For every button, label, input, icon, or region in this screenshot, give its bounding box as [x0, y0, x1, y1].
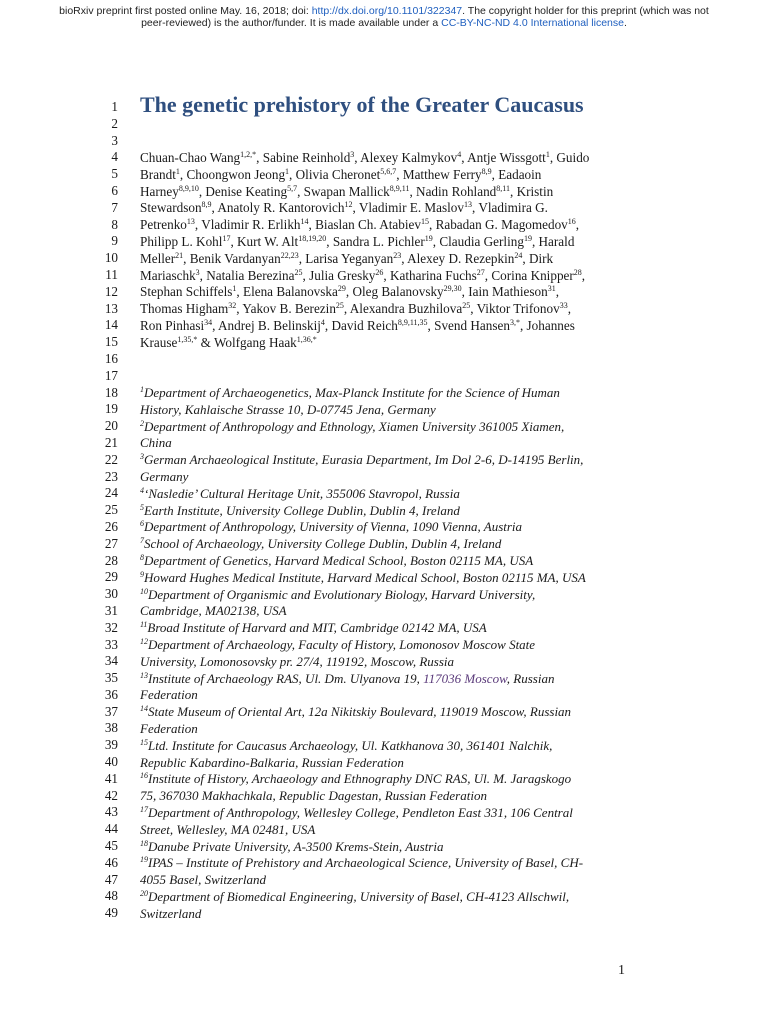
text-segment: , Svend Hansen — [427, 317, 510, 333]
text-segment: , Antje Wissgott — [461, 150, 546, 165]
text-segment: China — [140, 435, 172, 451]
text-segment: , Biaslan Ch. Atabiev — [308, 217, 421, 233]
line-number: 46 — [104, 854, 118, 870]
text-segment: Department of Genetics, Harvard Medical School, Boston 02115 MA, USA — [144, 552, 534, 568]
text-segment: , Alexey Kalmykov — [354, 150, 458, 165]
line-number: 5 — [111, 166, 118, 182]
line-number: 39 — [104, 737, 118, 753]
affiliation-marker: 13 — [140, 670, 148, 680]
line-number: 9 — [111, 233, 118, 249]
author-line — [140, 200, 640, 217]
text-segment: , Alexandra Buzhilova — [343, 301, 463, 317]
author-line — [140, 301, 640, 318]
author-line — [140, 284, 640, 301]
line-number: 11 — [105, 266, 118, 282]
line-number: 38 — [104, 720, 118, 736]
affiliation-marker: 3 — [195, 267, 200, 277]
affiliation-marker: 15 — [140, 737, 148, 747]
affiliation-marker: 8,11 — [496, 183, 510, 193]
text-segment: , Matthew Ferry — [396, 166, 482, 182]
line-number: 20 — [104, 418, 118, 434]
line-number: 25 — [104, 502, 118, 518]
paper-title: The genetic prehistory of the Greater Caucasus — [140, 92, 584, 117]
affiliation-marker: 31 — [547, 284, 556, 294]
line-number: 2 — [111, 115, 118, 131]
text-segment: Germany — [140, 468, 189, 484]
text-segment: , Kurt W. Alt — [230, 233, 299, 249]
text-segment: Broad Institute of Harvard and MIT, Cambridge 02142 MA, USA — [147, 620, 487, 636]
affiliation-marker: 33 — [559, 301, 568, 311]
line-number: 33 — [104, 636, 118, 652]
line-number: 15 — [104, 334, 118, 350]
affiliation-marker: 8 — [140, 552, 144, 562]
affiliation-line — [140, 503, 660, 520]
text-segment: , Denise Keating — [198, 183, 288, 199]
affiliation-marker: 25 — [462, 301, 471, 311]
author-line — [140, 167, 640, 184]
text-segment: Ron Pinhasi — [140, 317, 205, 333]
text-segment: Federation — [140, 687, 198, 703]
affiliation-line — [140, 519, 660, 536]
author-line — [140, 318, 640, 335]
author-line — [140, 150, 640, 167]
text-segment: Department of Anthropology and Ethnology, Xiamen University 361005 Xiamen, — [144, 418, 565, 434]
affiliation-marker: 32 — [228, 301, 237, 311]
affiliation-marker: 4 — [320, 317, 325, 327]
text-segment: University, Lomonosovsky pr. 27/4, 119192, Moscow, Russia — [140, 653, 455, 669]
text-segment: , Choongwon Jeong — [179, 166, 286, 182]
affiliation-marker: 10 — [140, 586, 148, 596]
affiliation-marker: 1 — [232, 284, 237, 294]
affiliation-marker: 13 — [464, 200, 472, 210]
affiliation-line — [140, 603, 660, 620]
text-segment: Republic Kabardino-Balkaria, Russian Federation — [140, 754, 404, 770]
line-number: 43 — [104, 804, 118, 820]
text-segment: , Johannes — [519, 317, 575, 333]
text-segment: , Andrej B. Belinskij — [212, 317, 321, 333]
text-segment: Mariaschk — [140, 267, 196, 283]
text-segment: Chuan-Chao Wang — [140, 150, 241, 165]
affiliation-marker: 13 — [186, 217, 195, 227]
text-segment: , — [555, 284, 560, 300]
text-segment: Thomas Higham — [140, 301, 229, 317]
affiliation-line — [140, 385, 660, 402]
banner-text: . — [623, 17, 627, 29]
text-segment: , — [575, 217, 580, 233]
affiliation-marker: 26 — [375, 267, 384, 277]
affiliation-line — [140, 654, 660, 671]
affiliation-marker: 22,23 — [280, 250, 299, 260]
line-number: 28 — [104, 552, 118, 568]
line-number: 6 — [111, 182, 118, 198]
preprint-banner — [0, 5, 768, 29]
text-segment: , Julia Gresky — [302, 267, 376, 283]
author-line — [140, 251, 640, 268]
text-segment: Earth Institute, University College Dublin, Dublin 4, Ireland — [144, 502, 460, 518]
affiliation-marker: 27 — [476, 267, 485, 277]
text-segment: Department of Archaeogenetics, Max-Planck Institute for the Science of Human — [144, 385, 560, 400]
text-segment: Institute of History, Archaeology and Ethnography DNC RAS, Ul. M. Jaragskogo — [148, 771, 572, 787]
text-segment: , Guido — [549, 150, 590, 165]
affiliation-line — [140, 839, 660, 856]
text-segment: , Olivia Cheronet — [289, 166, 381, 182]
affiliation-line — [140, 620, 660, 637]
line-number: 31 — [104, 602, 118, 618]
affiliation-line — [140, 435, 660, 452]
license-link[interactable]: CC-BY-NC-ND 4.0 International license — [441, 17, 624, 29]
affiliation-line — [140, 771, 660, 788]
text-segment: , Benik Vardanyan — [183, 250, 281, 266]
text-segment: Cambridge, MA02138, USA — [140, 603, 287, 619]
text-segment: Department of Anthropology, University of Vienna, 1090 Vienna, Austria — [144, 519, 523, 535]
line-number: 34 — [104, 653, 118, 669]
line-number: 32 — [104, 619, 118, 635]
line-numbers — [96, 99, 118, 922]
text-segment: , Sabine Reinhold — [256, 150, 351, 165]
line-number: 36 — [104, 686, 118, 702]
line-number: 10 — [104, 250, 118, 266]
affiliation-marker: 8,9,11 — [389, 183, 410, 193]
affiliation-marker: 1,35,* — [177, 334, 198, 344]
line-number: 37 — [104, 703, 118, 719]
affiliation-marker: 1 — [285, 166, 290, 176]
affiliation-marker: 14 — [140, 704, 148, 714]
text-segment: , — [581, 267, 586, 283]
line-number: 42 — [104, 787, 118, 803]
line-number: 47 — [104, 871, 118, 887]
text-segment: 117036 Moscow — [423, 670, 507, 686]
affiliation-marker: 16 — [140, 771, 148, 781]
affiliation-line — [140, 536, 660, 553]
affiliation-marker: 29 — [337, 284, 346, 294]
banner-text: bioRxiv preprint first posted online May. 16, 2018; doi: — [59, 5, 312, 17]
affiliation-line — [140, 822, 660, 839]
banner-text: . The copyright holder for this preprint (which was not — [462, 5, 709, 17]
text-segment: 75, 367030 Makhachkala, Republic Dagestan, Russian Federation — [140, 788, 487, 804]
affiliation-marker: 5 — [140, 502, 144, 512]
line-number: 17 — [104, 367, 118, 383]
line-number: 29 — [104, 569, 118, 585]
line-number: 21 — [104, 434, 118, 450]
line-number: 30 — [104, 586, 118, 602]
affiliation-marker: 9 — [140, 569, 144, 579]
text-segment: , Sandra L. Pichler — [326, 233, 425, 249]
affiliation-marker: 12 — [140, 636, 148, 646]
text-segment: Philipp L. Kohl — [140, 233, 223, 249]
affiliation-line — [140, 587, 660, 604]
affiliation-marker: 23 — [393, 250, 402, 260]
text-segment: , Iain Mathieson — [461, 284, 548, 300]
text-segment: Street, Wellesley, MA 02481, USA — [140, 821, 316, 837]
text-segment: , Swapan Mallick — [297, 183, 390, 199]
affiliation-line — [140, 469, 660, 486]
text-segment: Stephan Schiffels — [140, 284, 233, 300]
line-number: 48 — [104, 888, 118, 904]
affiliation-line — [140, 402, 660, 419]
affiliation-line — [140, 906, 660, 923]
affiliation-marker: 19 — [424, 233, 433, 243]
line-number: 22 — [104, 451, 118, 467]
line-number: 23 — [104, 468, 118, 484]
affiliation-line — [140, 805, 660, 822]
text-segment: Stewardson — [140, 200, 202, 216]
text-segment: Krause — [140, 334, 178, 350]
text-segment: , Viktor Trifonov — [470, 301, 560, 317]
affiliation-marker: 18,19,20 — [298, 233, 327, 243]
affiliation-line — [140, 452, 660, 469]
line-number: 45 — [104, 838, 118, 854]
text-segment: , Kristin — [509, 183, 554, 199]
text-segment: , Vladimir E. Maslov — [352, 200, 464, 216]
text-segment: , Katharina Fuchs — [383, 267, 477, 283]
affiliation-marker: 3 — [140, 452, 144, 462]
line-number: 18 — [104, 384, 118, 400]
affiliation-marker: 14 — [300, 217, 309, 227]
affiliation-line — [140, 704, 660, 721]
text-segment: Howard Hughes Medical Institute, Harvard Medical School, Boston 02115 MA, USA — [144, 569, 586, 585]
affiliation-line — [140, 486, 660, 503]
line-number: 13 — [104, 300, 118, 316]
affiliation-line — [140, 687, 660, 704]
text-segment: School of Archaeology, University College Dublin, Dublin 4, Ireland — [144, 536, 502, 552]
text-segment: Danube Private University, A-3500 Krems-Stein, Austria — [148, 838, 444, 854]
affiliation-marker: 2 — [140, 418, 144, 428]
author-line — [140, 335, 640, 352]
text-segment: Meller — [140, 250, 176, 266]
banner-line-1 — [0, 5, 768, 17]
text-segment: , Alexey D. Rezepkin — [401, 250, 515, 266]
affiliation-marker: 20 — [140, 888, 148, 898]
banner-line-2 — [0, 17, 768, 29]
text-segment: Department of Biomedical Engineering, University of Basel, CH-4123 Allschwil, — [148, 888, 570, 904]
line-number: 12 — [104, 283, 118, 299]
author-line — [140, 217, 640, 234]
affiliation-marker: 1 — [545, 150, 550, 159]
affiliation-marker: 21 — [175, 250, 184, 260]
text-segment: ‘Nasledie’ Cultural Heritage Unit, 355006 Stavropol, Russia — [144, 485, 460, 501]
affiliation-marker: 6 — [140, 519, 144, 529]
author-line — [140, 184, 640, 201]
text-segment: Switzerland — [140, 905, 202, 921]
line-number: 49 — [104, 905, 118, 921]
affiliation-marker: 8,9,10 — [178, 183, 199, 193]
affiliation-marker: 17 — [222, 233, 231, 243]
text-segment: , David Reich — [324, 317, 398, 333]
text-segment: , Eadaoin — [491, 166, 542, 182]
text-segment: , Dirk — [522, 250, 554, 266]
line-number: 14 — [104, 317, 118, 333]
text-segment: , Natalia Berezina — [199, 267, 295, 283]
affiliation-marker: 1,36,* — [296, 334, 317, 344]
affiliation-marker: 15 — [420, 217, 429, 227]
text-segment: & Wolfgang Haak — [197, 334, 297, 350]
affiliation-marker: 19 — [140, 855, 148, 865]
affiliation-marker: 19 — [523, 233, 532, 243]
affiliation-marker: 3,* — [509, 317, 520, 327]
affiliation-marker: 8,9,11,35 — [397, 317, 428, 327]
affiliation-marker: 3 — [350, 150, 355, 159]
banner-text: peer-reviewed) is the author/funder. It is made available under a — [141, 17, 442, 29]
affiliation-marker: 11 — [140, 620, 148, 630]
text-segment: Brandt — [140, 166, 176, 182]
affiliation-marker: 25 — [294, 267, 303, 277]
text-segment: Ltd. Institute for Caucasus Archaeology, Ul. Katkhanova 30, 361401 Nalchik, — [148, 737, 553, 753]
affiliation-line — [140, 419, 660, 436]
affiliation-line — [140, 553, 660, 570]
affiliation-marker: 1 — [175, 166, 180, 176]
text-segment: , Nadin Rohland — [409, 183, 497, 199]
line-number: 7 — [111, 199, 118, 215]
affiliation-marker: 8,9 — [481, 166, 492, 176]
text-segment: IPAS – Institute of Prehistory and Archaeological Science, University of Basel, CH- — [148, 855, 584, 871]
line-number: 16 — [104, 350, 118, 366]
line-number: 4 — [111, 149, 118, 165]
affiliation-marker: 17 — [140, 804, 148, 814]
author-line — [140, 234, 640, 251]
affiliation-line — [140, 788, 660, 805]
affiliation-line — [140, 755, 660, 772]
page-number: 1 — [618, 963, 625, 978]
line-number: 3 — [111, 132, 118, 148]
affiliation-line — [140, 855, 660, 872]
line-number: 8 — [111, 216, 118, 232]
affiliation-marker: 28 — [573, 267, 582, 277]
affiliation-marker: 34 — [204, 317, 213, 327]
text-segment: , Yakov B. Berezin — [236, 301, 336, 317]
affiliation-line — [140, 738, 660, 755]
affiliation-line — [140, 889, 660, 906]
affiliation-marker: 1,2,* — [240, 150, 257, 159]
line-number: 41 — [104, 770, 118, 786]
line-number: 40 — [104, 754, 118, 770]
affiliation-line — [140, 637, 660, 654]
text-segment: Department of Organismic and Evolutionary Biology, Harvard University, — [148, 586, 536, 602]
text-segment: , Vladimir R. Erlikh — [194, 217, 301, 233]
text-segment: , Rabadan G. Magomedov — [428, 217, 568, 233]
affiliation-marker: 12 — [344, 200, 353, 210]
text-segment: Department of Archaeology, Faculty of History, Lomonosov Moscow State — [148, 636, 536, 652]
text-segment: Federation — [140, 720, 198, 736]
line-number: 24 — [104, 485, 118, 501]
text-segment: Harney — [140, 183, 179, 199]
line-number: 27 — [104, 535, 118, 551]
affiliation-marker: 29,30 — [443, 284, 462, 294]
text-segment: , Vladimira G. — [472, 200, 548, 216]
text-segment: Institute of Archaeology RAS, Ul. Dm. Ulyanova 19, — [148, 670, 424, 686]
affiliation-marker: 8,9 — [201, 200, 212, 210]
affiliation-marker: 18 — [140, 838, 148, 848]
text-segment: Department of Anthropology, Wellesley College, Pendleton East 331, 106 Central — [148, 804, 573, 820]
text-segment: , Claudia Gerling — [432, 233, 524, 249]
affiliation-line — [140, 570, 660, 587]
text-segment: , Russian — [506, 670, 555, 686]
text-segment: German Archaeological Institute, Eurasia Department, Im Dol 2-6, D-14195 Berlin, — [144, 452, 584, 468]
text-segment: 4055 Basel, Switzerland — [140, 872, 267, 888]
affiliation-marker: 24 — [514, 250, 523, 260]
author-line — [140, 268, 640, 285]
affiliation-marker: 25 — [335, 301, 344, 311]
line-number: 26 — [104, 518, 118, 534]
author-list — [140, 150, 640, 352]
text-segment: , Oleg Balanovsky — [345, 284, 444, 300]
affiliation-line — [140, 721, 660, 738]
affiliation-marker: 7 — [140, 536, 144, 546]
affiliation-marker: 5,6,7 — [380, 166, 397, 176]
text-segment: , Harald — [531, 233, 575, 249]
line-number: 19 — [104, 401, 118, 417]
affiliation-line — [140, 671, 660, 688]
text-segment: History, Kahlaische Strasse 10, D-07745 Jena, Germany — [140, 401, 436, 417]
doi-link[interactable]: http://dx.doi.org/10.1101/322347 — [311, 5, 463, 17]
text-segment: , Corina Knipper — [484, 267, 574, 283]
affiliation-marker: 16 — [567, 217, 576, 227]
affiliation-line — [140, 872, 660, 889]
affiliation-marker: 4 — [457, 150, 462, 159]
affiliation-marker: 4 — [140, 485, 144, 495]
affiliation-marker: 1 — [140, 385, 144, 394]
text-segment: , — [567, 301, 571, 317]
text-segment: Petrenko — [140, 217, 187, 233]
affiliation-marker: 5,7 — [287, 183, 298, 193]
text-segment: State Museum of Oriental Art, 12a Nikitskiy Boulevard, 119019 Moscow, Russian — [148, 704, 572, 720]
line-number: 44 — [104, 821, 118, 837]
line-number: 35 — [104, 670, 118, 686]
line-number: 1 — [111, 99, 118, 114]
text-segment: , Larisa Yeganyan — [298, 250, 394, 266]
affiliation-list — [140, 385, 660, 923]
text-segment: , Anatoly R. Kantorovich — [211, 200, 345, 216]
text-segment: , Elena Balanovska — [236, 284, 338, 300]
